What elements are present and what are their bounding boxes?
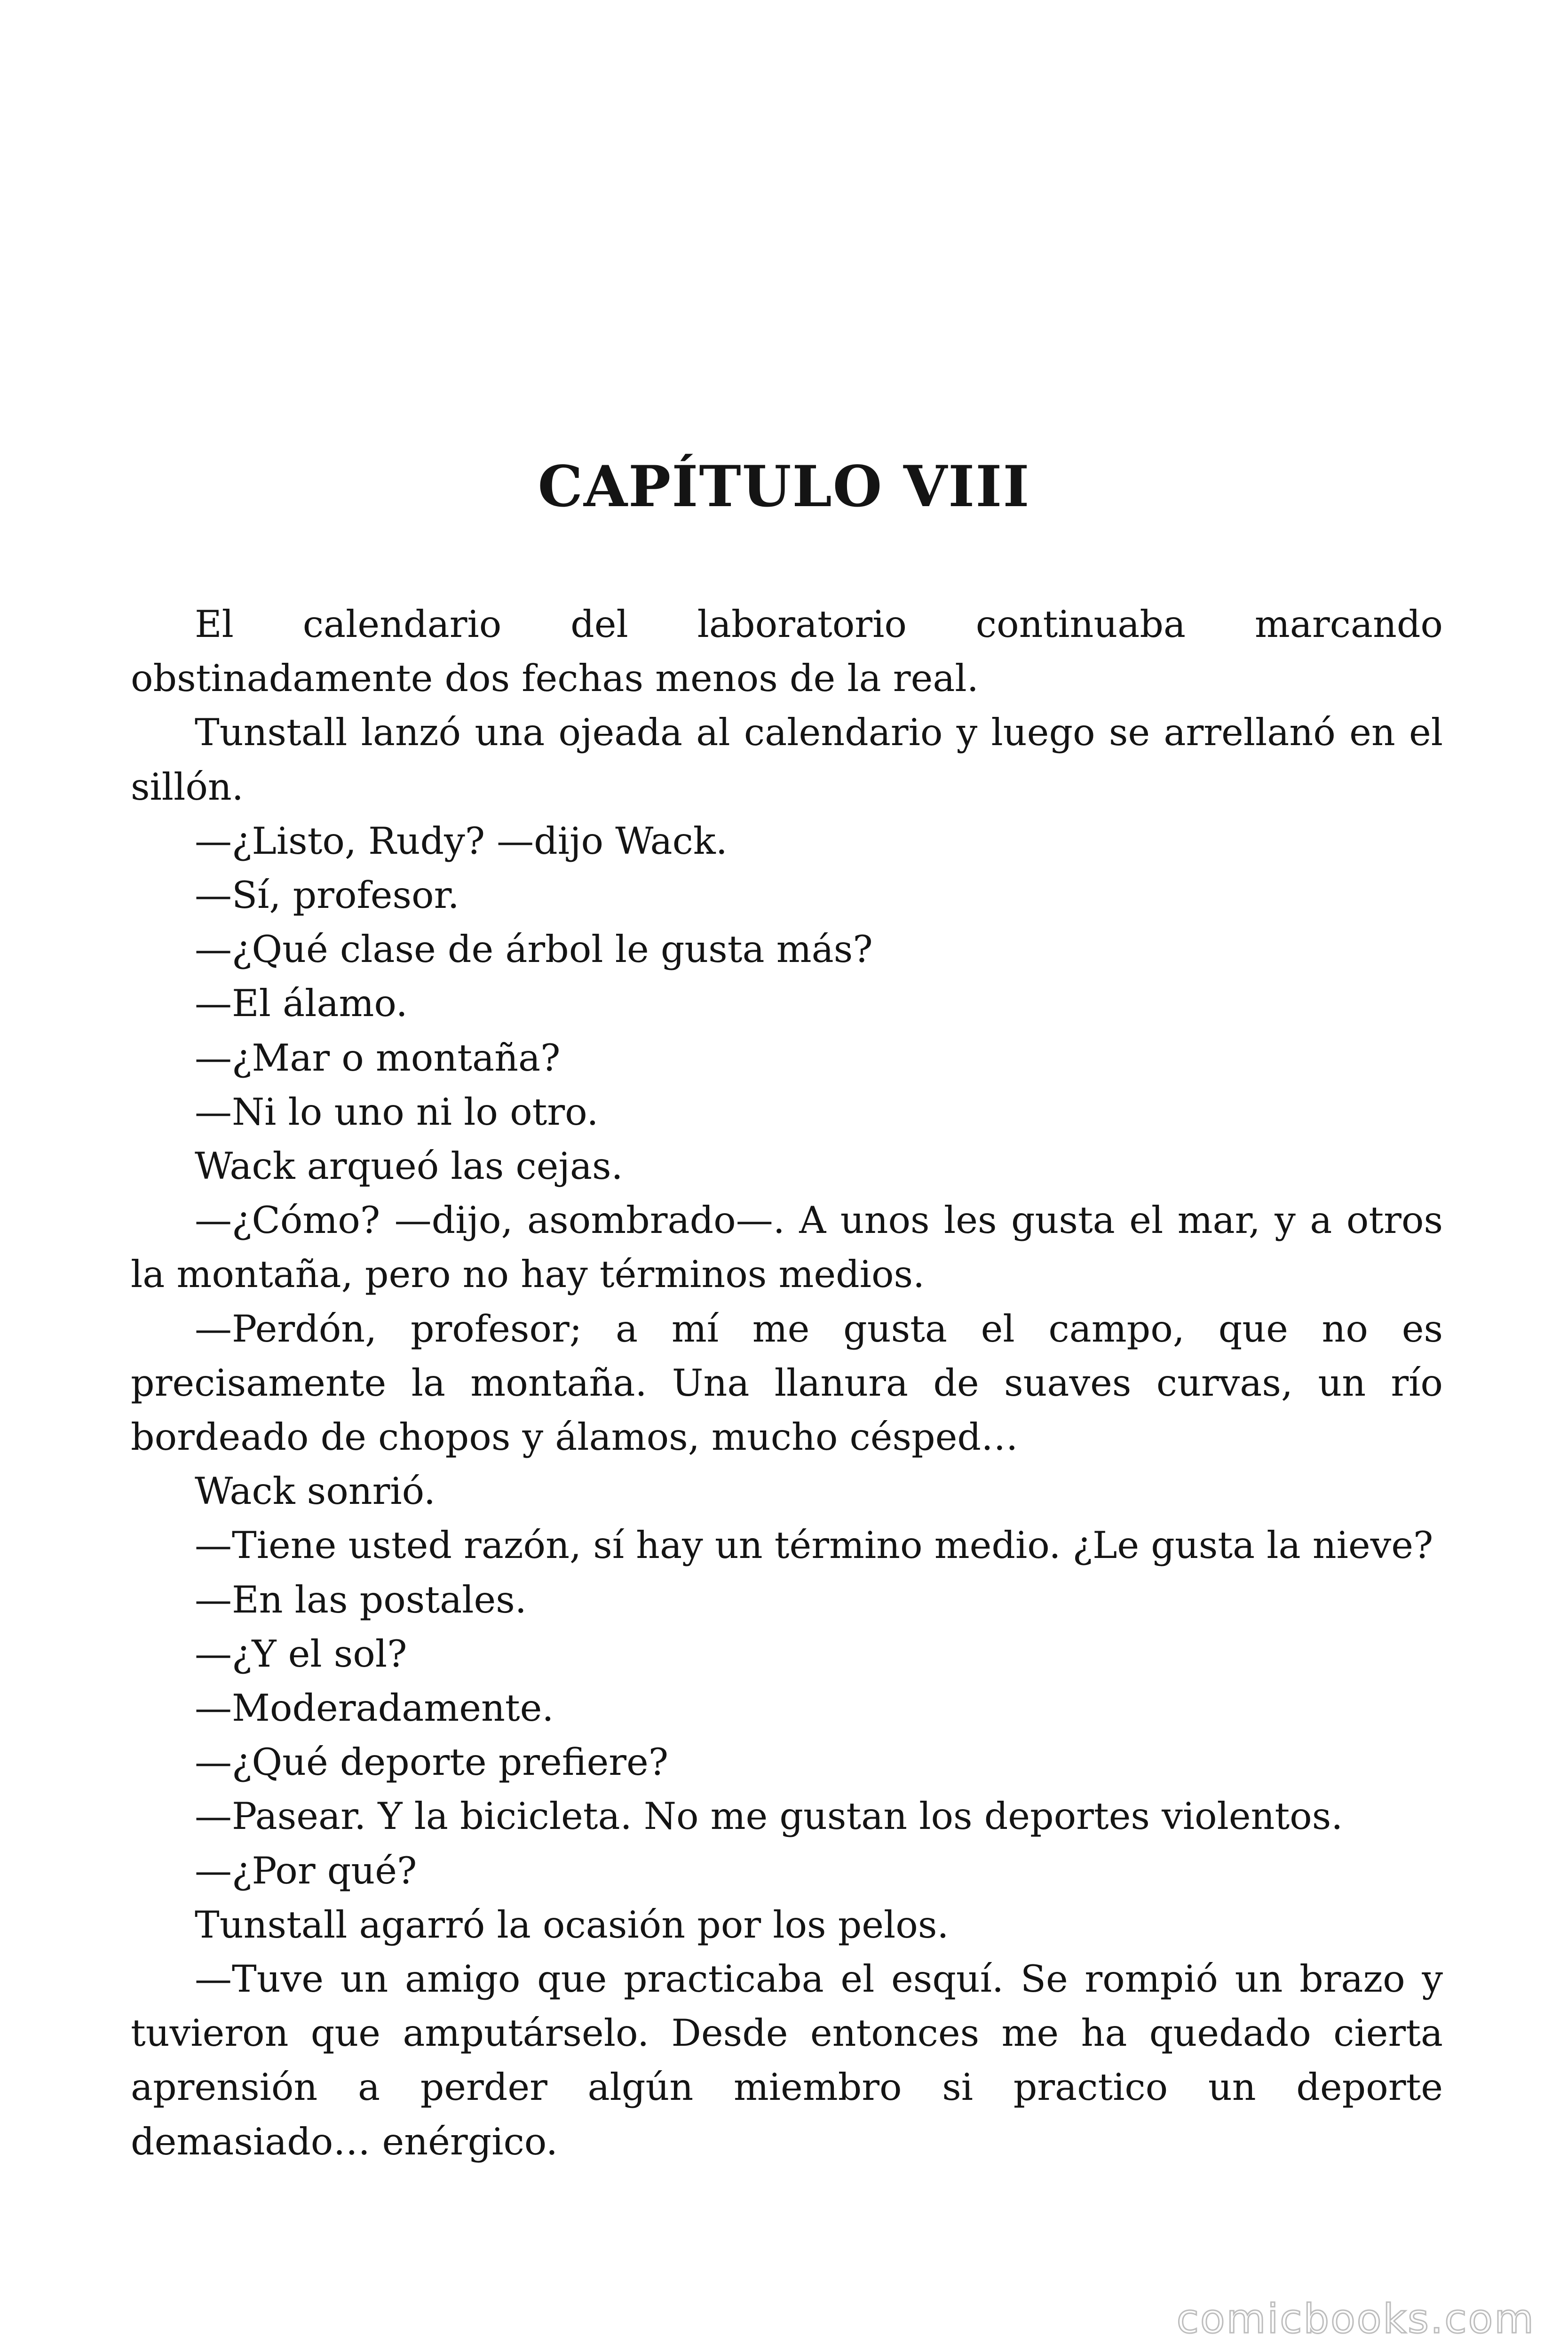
paragraph: —Perdón, profesor; a mí me gusta el campo, que no es precisamente la montaña. Una llanura de suaves curvas, un río bordeado de chopos y álamos, mucho césped… [131, 1307, 1443, 1459]
paragraph: —¿Listo, Rudy? —dijo Wack. [195, 819, 728, 863]
paragraph: —¿Cómo? —dijo, asombrado—. A unos les gusta el mar, y a otros la montaña, pero no hay términos medios. [131, 1199, 1443, 1296]
paragraph: —Tiene usted razón, sí hay un término medio. ¿Le gusta la nieve? [195, 1524, 1433, 1567]
watermark: comicbooks.com [1176, 2296, 1535, 2343]
paragraph: —¿Qué clase de árbol le gusta más? [195, 928, 873, 971]
paragraph: —¿Y el sol? [195, 1632, 407, 1676]
paragraph: Wack arqueó las cejas. [195, 1144, 623, 1188]
paragraph: —¿Por qué? [195, 1849, 417, 1892]
chapter-body [131, 597, 1443, 2169]
paragraph: —Ni lo uno ni lo otro. [195, 1090, 599, 1134]
paragraph: —El álamo. [195, 982, 408, 1025]
paragraph: Tunstall agarró la ocasión por los pelos. [195, 1903, 949, 1947]
paragraph: Tunstall lanzó una ojeada al calendario y luego se arrellanó en el sillón. [131, 711, 1443, 809]
paragraph: El calendario del laboratorio continuaba marcando obstinadamente dos fechas menos de la real. [131, 603, 1443, 700]
paragraph: —Sí, profesor. [195, 874, 459, 917]
paragraph: Wack sonrió. [195, 1470, 436, 1513]
paragraph: —Pasear. Y la bicicleta. No me gustan los deportes violentos. [195, 1795, 1343, 1838]
paragraph: —En las postales. [195, 1578, 527, 1621]
paragraph: —¿Mar o montaña? [195, 1036, 561, 1080]
chapter-title: CAPÍTULO VIII [538, 453, 1030, 520]
paragraph: —¿Qué deporte prefiere? [195, 1740, 669, 1784]
paragraph: —Moderadamente. [195, 1686, 554, 1730]
paragraph: —Tuve un amigo que practicaba el esquí. Se rompió un brazo y tuvieron que amputárselo. Desde entonces me ha quedado cierta aprensión a perder algún miembro si practico un deporte demasiado… enérgico. [131, 1957, 1443, 2163]
